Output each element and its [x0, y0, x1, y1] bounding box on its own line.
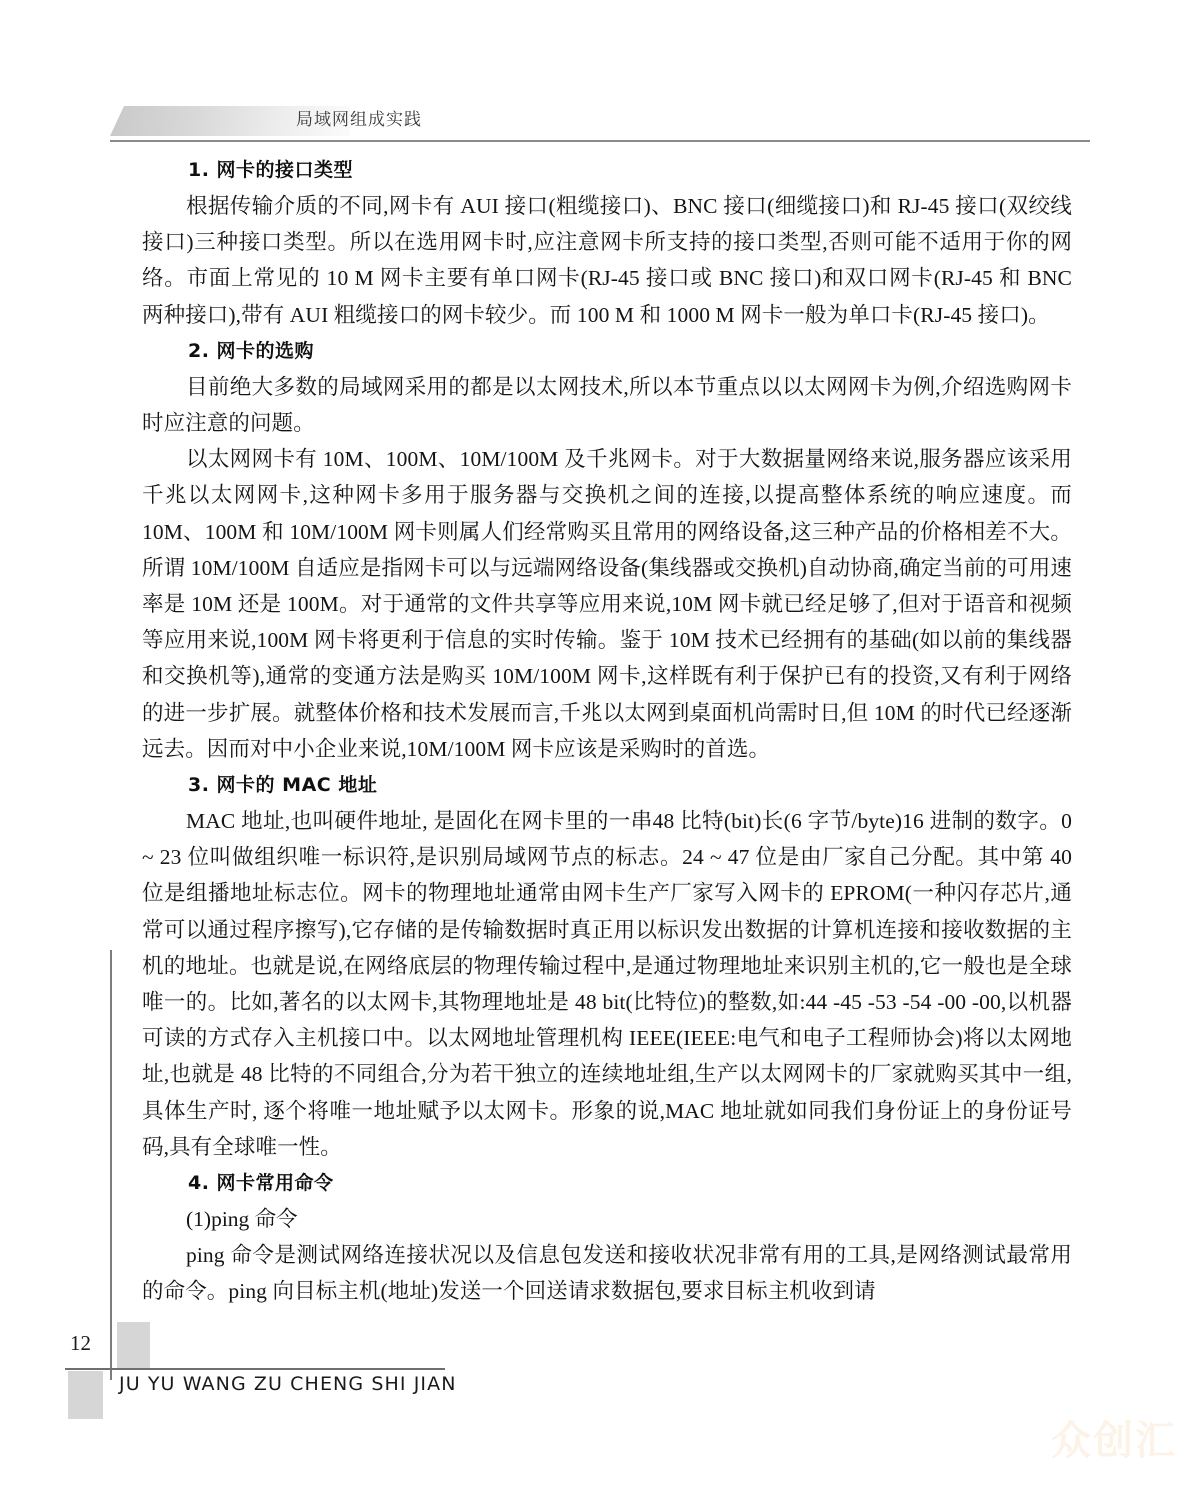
footer-rule: [65, 1368, 445, 1370]
heading-3: 3. 网卡的 MAC 地址: [188, 774, 378, 797]
paragraph-2-2: 以太网网卡有 10M、100M、10M/100M 及千兆网卡。对于大数据量网络来说,服务器应该采用千兆以太网网卡,这种网卡多用于服务器与交换机之间的连接,以提高整体系统的响应速度。而 10M、100M 和 10M/100M 网卡则属人们经常购买且常用的网络设备,这三种产品的价格相差不大。所谓 10M/100M 自适应是指网卡可以与远端网络设备(集线器或交换机)自动协商,确定当前的可用速率是 10M 还是 100M。对于通常的文件共享等应用来说,10M 网卡就已经足够了,但对于语音和视频等应用来说,100M 网卡将更利于信息的实时传输。鉴于 10M 技术已经拥有的基础(如以前的集线器和交换机等),通常的变通方法是购买 10M/100M 网卡,这样既有利于保护已有的投资,又有利于网络的进一步扩展。就整体价格和技术发展而言,千兆以太网到桌面机尚需时日,但 10M 的时代已经逐渐远去。因而对中小企业来说,10M/100M 网卡应该是采购时的首选。: [142, 447, 1072, 761]
sub-label-ping: (1)ping 命令: [186, 1207, 298, 1232]
footer-pinyin-title: JU YU WANG ZU CHENG SHI JIAN: [119, 1373, 457, 1395]
paragraph-2-1: 目前绝大多数的局域网采用的都是以太网技术,所以本节重点以以太网网卡为例,介绍选购网卡时应注意的问题。: [142, 374, 1072, 436]
paragraph-3-1: MAC 地址,也叫硬件地址, 是固化在网卡里的一串48 比特(bit)长(6 字节/byte)16 进制的数字。0 ~ 23 位叫做组织唯一标识符,是识别局域网节点的标志。24 ~ 47 位是由厂家自己分配。其中第 40 位是组播地址标志位。网卡的物理地址通常由网卡生产厂家写入网卡的 EPROM(一种闪存芯片,通常可以通过程序擦写),它存储的是传输数据时真正用以标识发出数据的计算机连接和接收数据的主机的地址。也就是说,在网络底层的物理传输过程中,是通过物理地址来识别主机的,它一般也是全球唯一的。比如,著名的以太网卡,其物理地址是 48 bit(比特位)的整数,如:44 -45 -53 -54 -00 -00,以机器可读的方式存入主机接口中。以太网地址管理机构 IEEE(IEEE:电气和电子工程师协会)将以太网地址,也就是 48 比特的不同组合,分为若干独立的连续地址组,生产以太网网卡的厂家就购买其中一组,具体生产时, 逐个将唯一地址赋予以太网卡。形象的说,MAC 地址就如同我们身份证上的身份证号码,具有全球唯一性。: [142, 809, 1072, 1159]
heading-4: 4. 网卡常用命令: [188, 1172, 334, 1195]
watermark: 众创汇: [1051, 1418, 1177, 1464]
footer-square-bottom: [68, 1371, 103, 1419]
paragraph-4-1: ping 命令是测试网络连接状况以及信息包发送和接收状况非常有用的工具,是网络测试最常用的命令。ping 向目标主机(地址)发送一个回送请求数据包,要求目标主机收到请: [142, 1243, 1072, 1304]
paragraph-1-1: 根据传输介质的不同,网卡有 AUI 接口(粗缆接口)、BNC 接口(细缆接口)和 RJ-45 接口(双绞线接口)三种接口类型。所以在选用网卡时,应注意网卡所支持的接口类型,否则可能不适用于你的网络。市面上常见的 10 M 网卡主要有单口网卡(RJ-45 接口或 BNC 接口)和双口网卡(RJ-45 和 BNC 两种接口),带有 AUI 粗缆接口的网卡较少。而 100 M 和 1000 M 网卡一般为单口卡(RJ-45 接口)。: [142, 194, 1072, 327]
heading-2: 2. 网卡的选购: [188, 339, 315, 362]
heading-1: 1. 网卡的接口类型: [188, 159, 354, 181]
header-title: 局域网组成实践: [296, 110, 422, 130]
footer-square-top: [117, 1322, 150, 1369]
page-number: 12: [70, 1331, 91, 1355]
